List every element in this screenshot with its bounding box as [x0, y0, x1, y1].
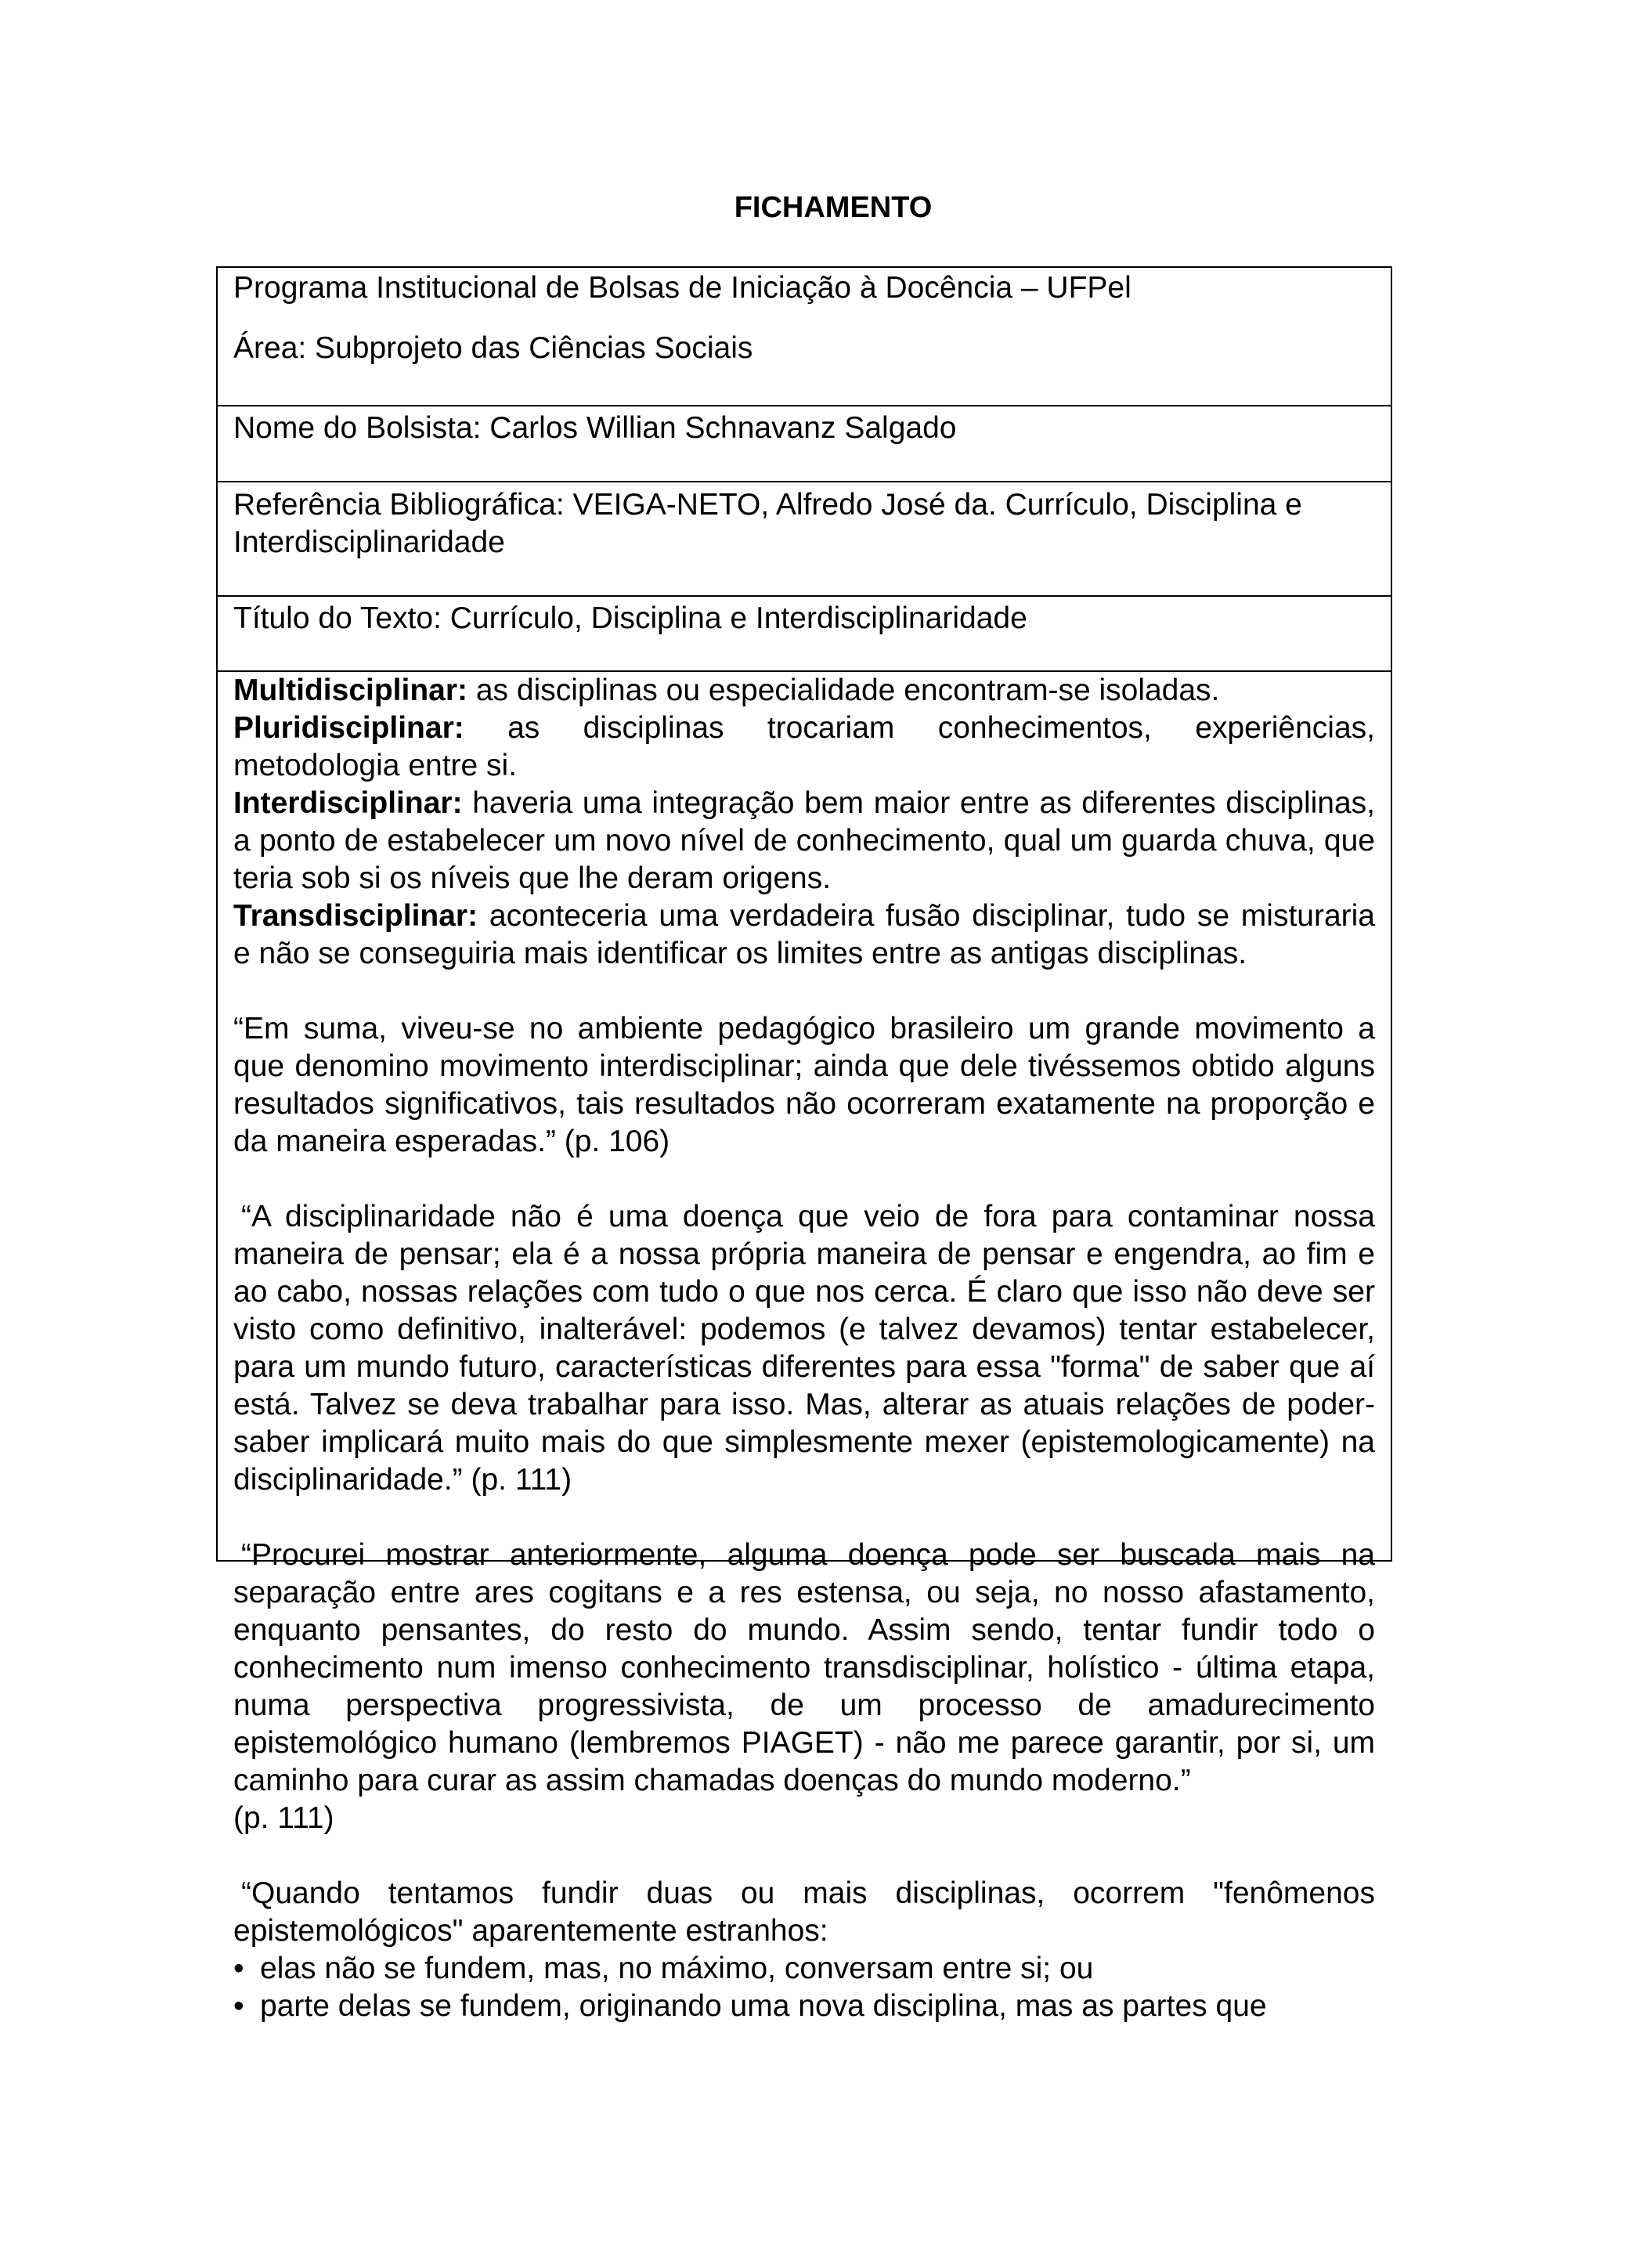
definition-term: Multidisciplinar: — [233, 674, 468, 707]
definition-text: haveria uma integração bem maior entre as diferentes disciplinas, a ponto de estabelecer um novo nível de conhecimento, qual um guarda chuva, que teria sob si os níveis que lhe deram origens. — [233, 786, 1375, 895]
list-item-text: elas não se fundem, mas, no máximo, conversam entre si; ou — [260, 1952, 1094, 1985]
bullet-icon: • — [233, 1952, 244, 1985]
referencia-row — [218, 482, 1391, 597]
bolsista-field: Nome do Bolsista: Carlos Willian Schnavanz Salgado — [233, 411, 957, 445]
definition-transdisciplinar — [233, 897, 1375, 973]
referencia-field: Referência Bibliográfica: VEIGA-NETO, Alfredo José da. Currículo, Disciplina e Interdisciplinaridade — [233, 488, 1302, 559]
definition-pluridisciplinar — [233, 710, 1375, 785]
program-name: Programa Institucional de Bolsas de Iniciação à Docência – UFPel — [233, 271, 1132, 305]
area-field: Área: Subprojeto das Ciências Sociais — [233, 331, 753, 365]
paragraph-spacer — [233, 1837, 1375, 1875]
definition-interdisciplinar — [233, 785, 1375, 897]
definition-text: as disciplinas ou especialidade encontram-se isoladas. — [467, 674, 1220, 707]
bullet-icon: • — [233, 1989, 244, 2023]
page-title: FICHAMENTO — [734, 191, 933, 224]
definition-text: as disciplinas trocariam conhecimentos, experiências, metodologia entre si. — [233, 711, 1375, 782]
quote-paragraph-3: “Procurei mostrar anteriormente, alguma doença pode ser buscada mais na separação entre ares cogitans e a res estensa, ou seja, no nosso afastamento, enquanto pensantes, do resto do mundo. Assim sendo, tentar fundir todo o conhecimento num imenso conhecimento transdisciplinar, holístico - última etapa, numa perspectiva progressivista, de um processo de amadurecimento epistemológico humano (lembremos PIAGET) - não me parece garantir, por si, um caminho para curar as assim chamadas doenças do mundo moderno.” — [233, 1538, 1375, 1797]
quote-paragraph-1: “Em suma, viveu-se no ambiente pedagógico brasileiro um grande movimento a que denomino movimento interdisciplinar; ainda que dele tivéssemos obtido alguns resultados significativos, tais resultados não ocorreram exatamente na proporção e da maneira esperadas.” (p. 106) — [233, 1012, 1375, 1158]
notes-content — [218, 672, 1391, 2023]
list-item-text: parte delas se fundem, originando uma nova disciplina, mas as partes que — [260, 1989, 1267, 2023]
quote-paragraph-4: “Quando tentamos fundir duas ou mais disciplinas, ocorrem "fenômenos epistemológicos" aparentemente estranhos: — [233, 1876, 1375, 1948]
quote-paragraph-2: “A disciplinaridade não é uma doença que veio de fora para contaminar nossa maneira de pensar; ela é a nossa própria maneira de pensar e engendra, ao fim e ao cabo, nossas relações com tudo o que nos cerca. É claro que isso não deve ser visto como definitivo, inalterável: podemos (e talvez devamos) tentar estabelecer, para um mundo futuro, características diferentes para essa "forma" de saber que aí está. Talvez se deva trabalhar para isso. Mas, alterar as atuais relações de poder-saber implicará muito mais do que simplesmente mexer (epistemologicamente) na disciplinaridade.” (p. 111) — [233, 1200, 1375, 1497]
fichamento-table — [216, 266, 1392, 2023]
definition-term: Interdisciplinar: — [233, 786, 463, 820]
paragraph-spacer — [233, 1499, 1375, 1537]
titulo-field: Título do Texto: Currículo, Disciplina e Interdisciplinaridade — [233, 601, 1027, 635]
program-row — [218, 268, 1391, 406]
quote-paragraph-3-page: (p. 111) — [233, 1801, 334, 1835]
definition-term: Transdisciplinar: — [233, 899, 478, 933]
definition-multidisciplinar — [233, 672, 1375, 710]
definition-term: Pluridisciplinar: — [233, 711, 464, 745]
definition-text: aconteceria uma verdadeira fusão disciplinar, tudo se misturaria e não se conseguiria mais identificar os limites entre as antigas disciplinas. — [233, 899, 1375, 970]
bolsista-row — [218, 406, 1391, 482]
titulo-row — [218, 597, 1391, 672]
paragraph-spacer — [233, 1161, 1375, 1198]
paragraph-spacer — [233, 973, 1375, 1010]
list-item — [233, 1988, 1375, 2025]
list-item — [233, 1950, 1375, 1988]
